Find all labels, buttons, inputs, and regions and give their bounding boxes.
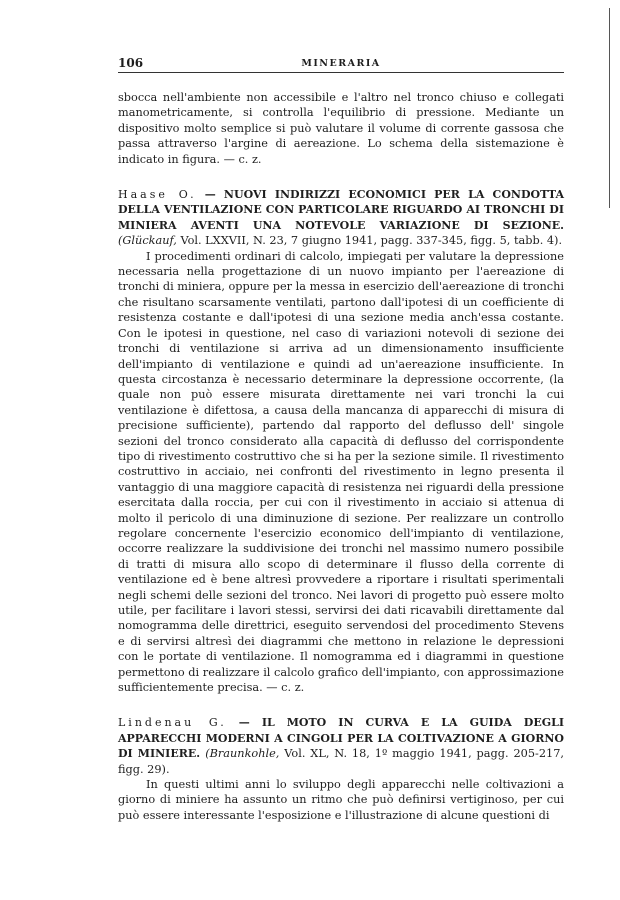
entry-citation: Vol. LXXVII, N. 23, 7 giugno 1941, pagg. 337-345, figg. 5, tabb. 4). <box>176 234 563 248</box>
entry-abstract: In questi ultimi anni lo sviluppo degli apparecchi nelle coltivazioni a giorno di miniere ha assunto un ritmo che può definirsi vertiginoso, per cui può essere interessante l'esposizione e l'illustrazione di alcune questioni di <box>118 778 564 822</box>
entry-citation: Vol. XL, N. 18, 1º maggio 1941, pagg. 205-217, figg. 29). <box>118 747 564 776</box>
entry-author: Haase O. <box>118 188 197 202</box>
bibliography-entry-lindenau <box>118 715 564 823</box>
scan-edge-line <box>609 8 610 208</box>
page-header <box>118 56 564 73</box>
entry-title: — IL MOTO IN CURVA E LA GUIDA DEGLI APPARECCHI MODERNI A CINGOLI PER LA COLTIVAZIONE A GIORNO DI MINIERE. <box>118 716 564 761</box>
entry-title: — NUOVI INDIRIZZI ECONOMICI PER LA CONDOTTA DELLA VENTILAZIONE CON PARTICOLARE RIGUARDO AI TRONCHI DI MINIERA AVENTI UNA NOTEVOLE VARIAZIONE DI SEZIONE. <box>118 188 564 232</box>
entry-heading <box>118 187 564 249</box>
page-number: 106 <box>118 56 144 70</box>
entry-journal: (Braunkohle, <box>205 747 280 761</box>
running-title: MINERARIA <box>301 58 381 69</box>
entry-abstract: I procedimenti ordinari di calcolo, impiegati per valutare la depressione necessaria nella progettazione di un nuovo impianto per l'aereazione di tronchi di miniera, oppure per la messa in esercizio dell'aereazione di tronchi che risultano scarsamente ventilati, partono dall'ipotesi di un coefficiente di resistenza costante e dall'ipotesi di una sezione media anch'essa costante. Con le ipotesi in questione, nel caso di variazioni notevoli di sezione dei tronchi di ventilazione si arriva ad un dimensionamento insufficiente dell'impianto di ventilazione e quindi ad un'aereazione insufficiente. In questa circostanza è necessario determinare la depressione occorrente, (la quale non può essere misurata direttamente nei vari tronchi la cui ventilazione è difettosa, a causa della mancanza di apparecchi di misura di precisione sufficiente), partendo dal rapporto del deflusso dell' singole sezioni del tronco considerato alla capacità di deflusso del corrispondente tipo di rivestimento costruttivo che si ha per la sezione simile. Il rivestimento costruttivo in acciaio, nei confronti del rivestimento in legno presenta il vantaggio di una maggiore capacità di resistenza nei riguardi della pressione esercitata dalla roccia, per cui con il rivestimento in acciaio si attenua di molto il pericolo di una diminuzione di sezione. Per realizzare un controllo regolare concernente l'esercizio economico dell'impianto di ventilazione, occorre realizzare la suddivisione dei tronchi nel massimo numero possibile di tratti di misura allo scopo di determinare il flusso della corrente di ventilazione ed è bene altresì provvedere a riportare i risultati sperimentali negli schemi delle sezioni del tronco. Nei lavori di progetto può essere molto utile, per facilitare i lavori stessi, servirsi dei dati ricavabili direttamente dal nomogramma delle direttrici, eseguito servendosi del procedimento Stevens e di servirsi altresì dei diagrammi che mettono in relazione le depressioni con le portate di ventilazione. Il nomogramma ed i diagrammi in questione permettono di realizzare il calcolo grafico dell'impianto, con approssimazione sufficientemente precisa. — c. z. <box>118 249 564 695</box>
entry-author: Lindenau G. <box>118 716 227 730</box>
bibliography-entry-haase <box>118 187 564 695</box>
entry-journal: (Glückauf, <box>118 234 177 248</box>
entry-heading <box>118 715 564 777</box>
page-body <box>118 90 564 823</box>
entry-source <box>118 234 562 247</box>
intro-continuation: sbocca nell'ambiente non accessibile e l'altro nel tronco chiuso e collegati manometricamente, si controlla l'equilibrio di pressione. Mediante un dispositivo molto semplice si può valutare il volume di corrente gassosa che passa attraverso l'argine di aereazione. Lo schema della sistemazione è indicato in figura. — c. z. <box>118 91 564 166</box>
